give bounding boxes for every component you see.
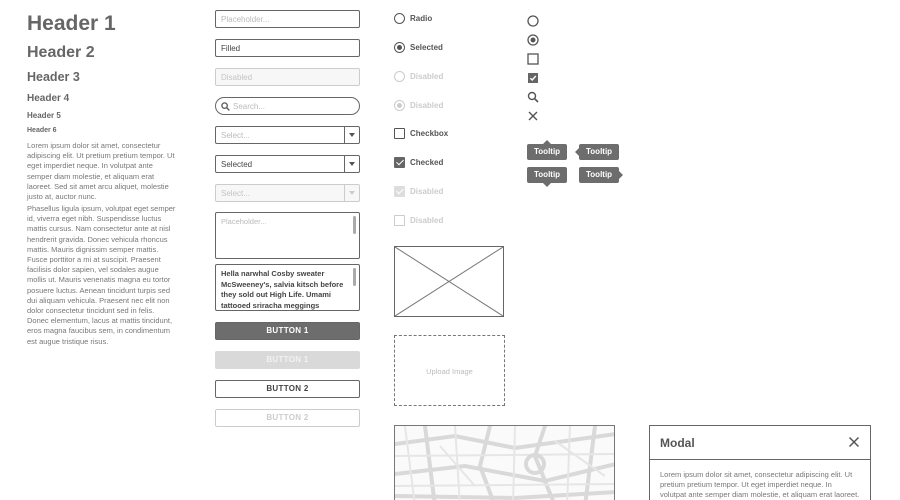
image-placeholder-icon [395,247,503,316]
search-icon [527,91,539,103]
button-1-disabled: BUTTON 1 [215,351,360,369]
tooltip-bottom: Tooltip [527,167,567,183]
text-input-filled[interactable]: Filled [215,39,360,57]
scrollbar[interactable] [353,216,356,234]
modal-title: Modal [660,436,695,450]
select-value: Select... [221,131,250,140]
header-2: Header 2 [27,44,95,61]
tooltip-left: Tooltip [579,144,619,160]
radio-icon [394,71,405,82]
textarea-placeholder[interactable] [215,212,360,259]
image-placeholder [394,246,504,317]
text-input-disabled: Disabled [215,68,360,86]
checkbox-icon [527,53,539,65]
checkbox-label: Disabled [410,187,444,196]
scrollbar[interactable] [353,268,356,286]
close-icon[interactable] [848,436,860,448]
close-icon [527,110,539,122]
button-1[interactable]: BUTTON 1 [215,322,360,340]
checkbox-icon [394,215,405,226]
checkbox-icon[interactable] [394,128,405,139]
header-4: Header 4 [27,93,70,104]
textarea-value: Hella narwhal Cosby sweater McSweeney's, salvia kitsch before they sold out High Life. Umami tattooed sriracha meggings [221,269,344,310]
radio-label: Selected [410,43,443,52]
tooltip-top: Tooltip [527,144,567,160]
select-selected[interactable] [215,155,360,173]
header-5: Header 5 [27,111,61,120]
radio-selected-icon [394,100,405,111]
button-2-disabled: BUTTON 2 [215,409,360,427]
radio-label: Radio [410,14,433,23]
checkbox-label: Checked [410,158,444,167]
paragraph-2: Phasellus ligula ipsum, volutpat eget semper id, viverra eget nibh. Suspendisse luctus mattis cursus. Nam consectetur ante at nisl hendrerit gravida. Donec vehicula rhoncus mattis. Mauris dignissim semper mattis. Fusce porttitor a mi at suscipit. Praesent facilisis dolor sapien, vel sodales augue mollis ut. Mauris venenatis magna eu tortor posuere luctus. Aenean tincidunt turpis sed dui aliquam vehicula. Praesent nec elit non dolor consectetur tincidunt sed in felis. Donec elementum, lacus at mattis tincidunt, eros magna faucibus sem, in condimentum est augue tristique risus. [27,204,176,346]
select-value: Selected [221,160,253,169]
modal-header [650,426,870,460]
radio-selected-icon[interactable] [394,42,405,53]
chevron-down-icon [344,156,359,172]
map-streets [395,426,615,500]
checkbox-label: Checkbox [410,129,449,138]
tooltip-right: Tooltip [579,167,619,183]
modal-body: Lorem ipsum dolor sit amet, consectetur adipiscing elit. Ut pretium pretium tempor. Ut eget imperdiet neque. In volutpat ante semper diam molestie, et aliquam erat laoreet. [660,470,860,500]
radio-icon[interactable] [394,13,405,24]
textarea-value: Placeholder... [221,217,267,226]
paragraph-1: Lorem ipsum dolor sit amet, consectetur adipiscing elit. Ut pretium pretium tempor. Ut eget imperdiet neque. In volutpat ante semper diam molestie, et aliquam erat laoreet. Sed sit amet arcu aliquet, molestie justo at, auctor nunc. [27,141,175,202]
header-6: Header 6 [27,127,57,134]
text-input-placeholder[interactable]: Placeholder... [215,10,360,28]
search-input[interactable] [215,97,360,115]
upload-image-dropzone[interactable] [394,335,505,406]
select-disabled [215,184,360,202]
map-placeholder[interactable] [394,425,615,500]
button-2[interactable]: BUTTON 2 [215,380,360,398]
radio-icon [527,15,539,27]
radio-label: Disabled [410,72,444,81]
search-icon [221,102,230,111]
header-3: Header 3 [27,70,80,84]
radio-label: Disabled [410,101,444,110]
upload-image-label: Upload Image [426,367,473,376]
select-placeholder[interactable] [215,126,360,144]
modal-dialog [649,425,871,500]
checkbox-checked-icon[interactable] [394,157,405,168]
checkbox-checked-icon [527,72,539,84]
textarea-filled[interactable] [215,264,360,311]
checkbox-label: Disabled [410,216,444,225]
chevron-down-icon [344,185,359,201]
header-1: Header 1 [27,12,116,35]
checkbox-checked-icon [394,186,405,197]
radio-selected-icon [527,34,539,46]
select-value: Select... [221,189,250,198]
search-placeholder: Search... [233,102,266,111]
chevron-down-icon [344,127,359,143]
